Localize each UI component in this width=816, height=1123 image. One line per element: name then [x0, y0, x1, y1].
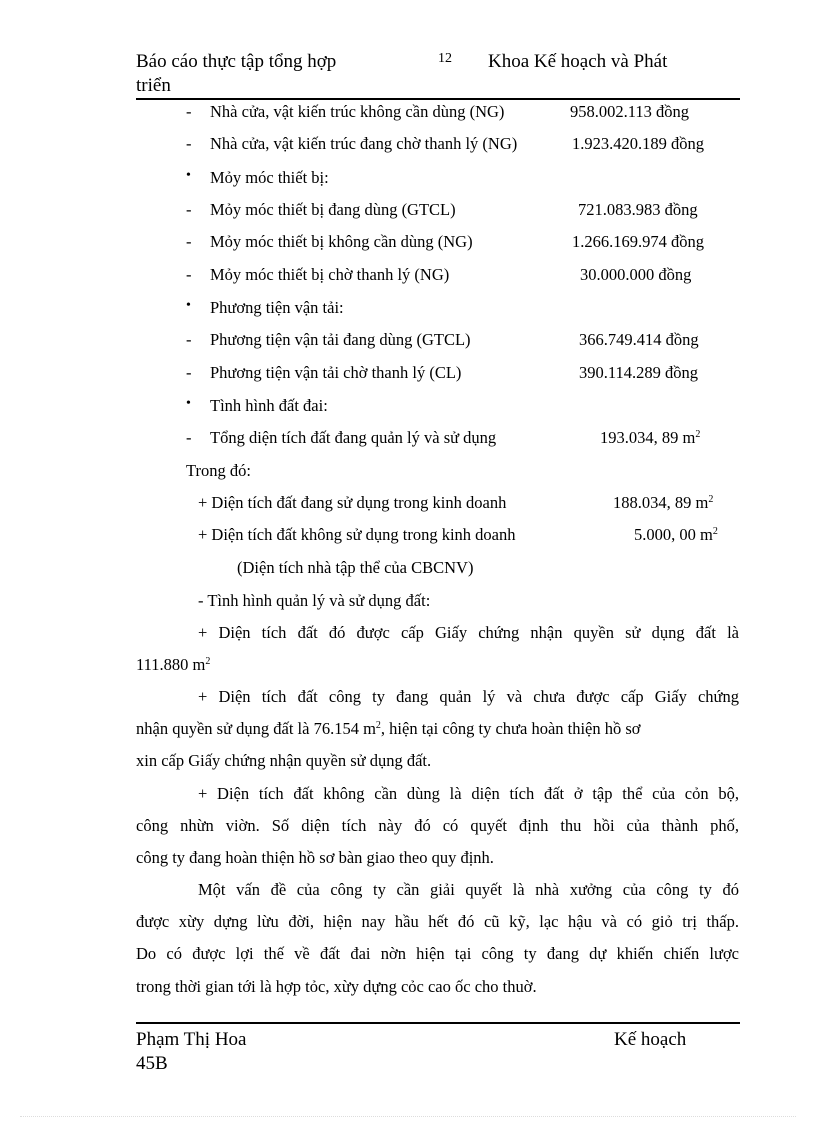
list-item: - Phương tiện vận tải chờ thanh lý (CL) 390.114.289 đồng [186, 363, 699, 382]
footer-department: Kế hoạch [614, 1029, 687, 1050]
land-management-heading: - Tình hình quản lý và sử dụng đất: [198, 591, 431, 610]
footer-rule [136, 1022, 740, 1024]
list-item: - Mỏy móc thiết bị chờ thanh lý (NG) 30.000.000 đồng [186, 265, 692, 284]
note-text: (Diện tích nhà tập thể của CBCNV) [237, 558, 474, 577]
paragraph-3-line-2: công nhừn viờn. Số diện tích này đó có quyết định thu hồi của thành phố, [136, 816, 739, 835]
paragraph-1-line-2: 111.880 $m^2$ [136, 655, 211, 674]
list-item: - Nhà cửa, vật kiến trúc đang chờ thanh lý (NG) 1.923.420.189 đồng [186, 134, 704, 153]
list-item: - Mỏy móc thiết bị đang dùng (GTCL) 721.083.983 đồng [186, 200, 698, 219]
list-item: - Phương tiện vận tải đang dùng (GTCL) 366.749.414 đồng [186, 330, 699, 349]
list-item: - Mỏy móc thiết bị không cần dùng (NG) 1.266.169.974 đồng [186, 232, 704, 251]
list-item: • Tình hình đất đai: [186, 396, 328, 415]
header-department: Khoa Kế hoạch và Phát [488, 51, 668, 72]
sub-item: + Diện tích đất không sử dụng trong kinh doanh 5.000, 00 $m^2$ [198, 525, 718, 544]
paragraph-2-line-3: xin cấp Giấy chứng nhận quyền sử dụng đất. [136, 751, 432, 770]
paragraph-2-line-2: nhận quyền sử dụng đất là 76.154 $m^2$, hiện tại công ty chưa hoàn thiện hồ sơ [136, 719, 641, 738]
page-number: 12 [438, 51, 452, 66]
paragraph-1-line-1: + Diện tích đất đó được cấp Giấy chứng nhận quyền sử dụng đất là [198, 623, 739, 642]
header-title-continued: triển [136, 75, 171, 96]
trong-do-label: Trong đó: [186, 461, 251, 480]
footer-class: 45B [136, 1053, 168, 1074]
list-item: - Nhà cửa, vật kiến trúc không cần dùng (NG) 958.002.113 đồng [186, 102, 690, 121]
footer-author: Phạm Thị Hoa [136, 1029, 247, 1050]
header-rule [136, 98, 740, 100]
list-item: • Mỏy móc thiết bị: [186, 168, 329, 187]
list-item: • Phương tiện vận tải: [186, 298, 344, 317]
header-title: Báo cáo thực tập tổng hợp [136, 51, 337, 72]
paragraph-4-line-2: được xừy dựng lừu đời, hiện nay hầu hết đó cũ kỹ, lạc hậu và có giỏ trị thấp. [136, 912, 739, 931]
paragraph-4-line-1: Một vấn đề của công ty cần giải quyết là nhà xưởng của công ty đó [198, 880, 739, 899]
paragraph-4-line-3: Do có được lợi thế về đất đai nờn hiện tại công ty đang dự khiến chiến lược [136, 944, 739, 963]
list-item: - Tổng diện tích đất đang quản lý và sử dụng 193.034, 89 $m^2$ [186, 428, 701, 447]
sub-item: + Diện tích đất đang sử dụng trong kinh doanh 188.034, 89 $m^2$ [198, 493, 714, 512]
page-edge-divider [20, 1116, 796, 1117]
paragraph-3-line-3: công ty đang hoàn thiện hồ sơ bàn giao theo quy định. [136, 848, 494, 867]
paragraph-3-line-1: + Diện tích đất không cần dùng là diện tích đất ở tập thể của cỏn bộ, [198, 784, 739, 803]
paragraph-4-line-4: trong thời gian tới là hợp tỏc, xừy dựng cỏc cao ốc cho thuờ. [136, 977, 537, 996]
paragraph-2-line-1: + Diện tích đất công ty đang quản lý và chưa được cấp Giấy chứng [198, 687, 739, 706]
